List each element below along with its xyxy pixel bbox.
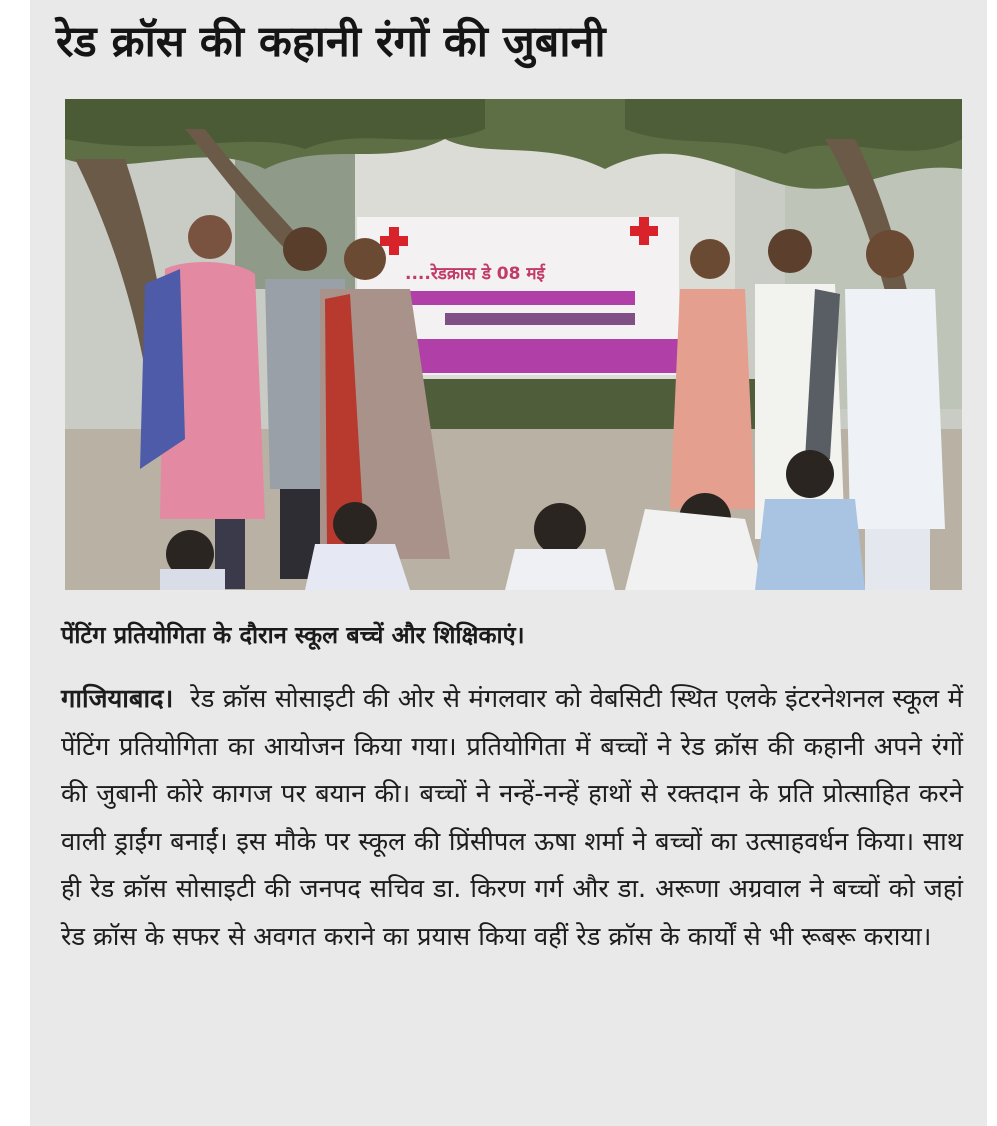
banner-text: ....रेडक्रास डे 08 मई [405,264,545,284]
dateline: गाजियाबाद। [61,684,174,714]
photo-caption: पेंटिंग प्रतियोगिता के दौरान स्कूल बच्चें और शिक्षिकाएं। [61,621,525,649]
headline: रेड क्रॉस की कहानी रंगों की जुबानी [56,17,606,67]
article-body [61,676,963,961]
article-photo [65,99,962,590]
article-body-text: रेड क्रॉस सोसाइटी की ओर से मंगलवार को वेबसिटी स्थित एलके इंटरनेशनल स्कूल में पेंटिंग प्रतियोगिता का आयोजन किया गया। प्रतियोगिता में बच्चों ने रेड क्रॉस की कहानी अपने रंगों की जुबानी कोरे कागज पर बयान की। बच्चों ने नन्हें-नन्हें हाथों से रक्तदान के प्रति प्रोत्साहित करने वाली ड्राईंग बनाईं। इस मौके पर स्कूल की प्रिंसीपल ऊषा शर्मा ने बच्चों का उत्साहवर्धन किया। साथ ही रेड क्रॉस सोसाइटी की जनपद सचिव डा. किरण गर्ग और डा. अरूणा अग्रवाल ने बच्चों को जहां रेड क्रॉस के सफर से अवगत कराने का प्रयास किया वहीं रेड क्रॉस के कार्यों से भी रूबरू कराया। [61,684,963,952]
